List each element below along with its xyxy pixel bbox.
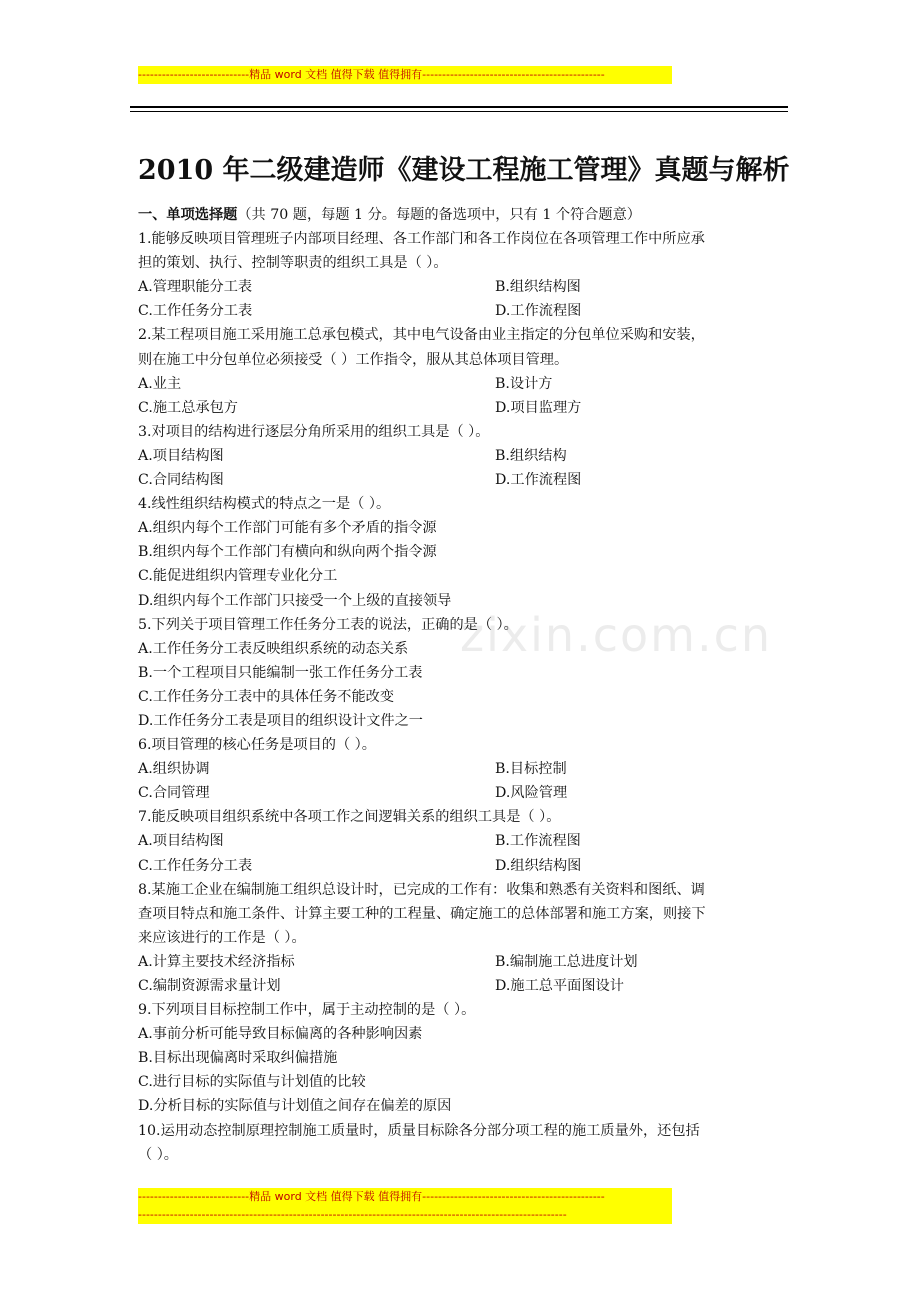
answer-option: B.目标出现偏离时采取纠偏措施 bbox=[138, 1050, 338, 1067]
answer-option: C.合同结构图 bbox=[138, 472, 224, 489]
answer-option: D.风险管理 bbox=[495, 785, 568, 802]
question-list bbox=[138, 227, 790, 1167]
answer-option: D.施工总平面图设计 bbox=[495, 978, 624, 994]
question-text: 10.运用动态控制原理控制施工质量时，质量目标除各分部分项工程的施工质量外，还包括 bbox=[138, 1122, 700, 1139]
question-text: 8.某施工企业在编制施工组织总设计时，已完成的工作有：收集和熟悉有关资料和图纸、调 bbox=[138, 881, 705, 898]
header-rule-thin bbox=[130, 111, 788, 112]
option-row bbox=[138, 275, 790, 299]
answer-option: C.工作任务分工表中的具体任务不能改变 bbox=[138, 688, 395, 705]
question-text: 3.对项目的结构进行逐层分角所采用的组织工具是（ ）。 bbox=[138, 423, 490, 440]
question-item bbox=[138, 323, 790, 419]
answer-option: C.工作任务分工表 bbox=[138, 857, 253, 874]
option-row bbox=[138, 396, 790, 420]
question-item bbox=[138, 227, 790, 323]
answer-option: B.工作流程图 bbox=[495, 833, 581, 850]
option-row bbox=[138, 372, 790, 396]
option-row bbox=[138, 781, 790, 805]
option-row bbox=[138, 829, 790, 853]
answer-option: B.设计方 bbox=[495, 375, 553, 392]
question-item bbox=[138, 733, 790, 805]
question-item bbox=[138, 1119, 790, 1167]
answer-option: D.分析目标的实际值与计划值之间存在偏差的原因 bbox=[138, 1098, 452, 1115]
question-item bbox=[138, 420, 790, 492]
answer-option: B.组织结构图 bbox=[495, 279, 581, 296]
document-body bbox=[138, 203, 790, 1167]
top-banner: ----------------------------精品 word 文档 值得下载 值得拥有---------------------------------------------- bbox=[138, 66, 672, 84]
section-heading bbox=[138, 203, 790, 227]
answer-option: D.工作流程图 bbox=[495, 472, 582, 489]
answer-option: A.项目结构图 bbox=[138, 447, 224, 464]
answer-option: A.工作任务分工表反映组织系统的动态关系 bbox=[138, 640, 409, 657]
bottom-banner-dashes: ------------------------------------------------------------------------------------------------------------ bbox=[138, 1206, 672, 1224]
question-text: 1.能够反映项目管理班子内部项目经理、各工作部门和各工作岗位在各项管理工作中所应承 bbox=[138, 231, 705, 248]
answer-option: B.目标控制 bbox=[495, 761, 567, 778]
answer-option: D.组织内每个工作部门只接受一个上级的直接领导 bbox=[138, 592, 452, 609]
answer-option: C.进行目标的实际值与计划值的比较 bbox=[138, 1074, 366, 1091]
answer-option: C.工作任务分工表 bbox=[138, 303, 253, 320]
answer-option: D.项目监理方 bbox=[495, 399, 582, 416]
question-text: 担的策划、执行、控制等职责的组织工具是（ ）。 bbox=[138, 255, 448, 272]
answer-option: D.工作流程图 bbox=[495, 303, 582, 320]
answer-option: C.能促进组织内管理专业化分工 bbox=[138, 568, 338, 585]
question-text: 则在施工中分包单位必须接受（ ）工作指令，服从其总体项目管理。 bbox=[138, 351, 569, 368]
answer-option: C.编制资源需求量计划 bbox=[138, 978, 281, 994]
answer-option: B.组织结构 bbox=[495, 447, 567, 464]
question-text: 2.某工程项目施工采用施工总承包模式，其中电气设备由业主指定的分包单位采购和安装， bbox=[138, 327, 705, 344]
answer-option: B.组织内每个工作部门有横向和纵向两个指令源 bbox=[138, 544, 437, 561]
answer-option: A.计算主要技术经济指标 bbox=[138, 953, 295, 970]
answer-option: D.组织结构图 bbox=[495, 857, 582, 874]
option-row bbox=[138, 950, 790, 974]
option-row bbox=[138, 974, 790, 998]
option-row bbox=[138, 299, 790, 323]
question-item bbox=[138, 805, 790, 877]
bottom-banner: ----------------------------精品 word 文档 值得下载 值得拥有---------------------------------------------- bbox=[138, 1188, 672, 1206]
answer-option: A.项目结构图 bbox=[138, 833, 224, 850]
question-item bbox=[138, 998, 790, 1118]
question-text: 5.下列关于项目管理工作任务分工表的说法，正确的是（ ）。 bbox=[138, 616, 518, 633]
question-text: 6.项目管理的核心任务是项目的（ ）。 bbox=[138, 737, 376, 754]
question-item bbox=[138, 492, 790, 612]
option-row bbox=[138, 468, 790, 492]
page-title: 2010 年二级建造师《建设工程施工管理》真题与解析 bbox=[138, 155, 790, 186]
header-rule-thick bbox=[130, 106, 788, 108]
answer-option: A.事前分析可能导致目标偏离的各种影响因素 bbox=[138, 1026, 423, 1043]
section-note: （共 70 题，每题 1 分。每题的备选项中，只有 1 个符合题意） bbox=[237, 207, 641, 223]
question-item bbox=[138, 878, 790, 998]
question-text: （ ）。 bbox=[138, 1146, 178, 1163]
answer-option: A.业主 bbox=[138, 375, 182, 392]
answer-option: B.编制施工总进度计划 bbox=[495, 953, 638, 970]
question-text: 7.能反映项目组织系统中各项工作之间逻辑关系的组织工具是（ ）。 bbox=[138, 809, 561, 826]
question-text: 9.下列项目目标控制工作中，属于主动控制的是（ ）。 bbox=[138, 1002, 476, 1019]
question-text: 查项目特点和施工条件、计算主要工种的工程量、确定施工的总体部署和施工方案，则接下 bbox=[138, 905, 706, 922]
option-row bbox=[138, 444, 790, 468]
answer-option: B.一个工程项目只能编制一张工作任务分工表 bbox=[138, 664, 423, 681]
option-row bbox=[138, 757, 790, 781]
question-item bbox=[138, 613, 790, 733]
option-row bbox=[138, 854, 790, 878]
watermark: zixin.com.cn bbox=[460, 608, 773, 662]
answer-option: D.工作任务分工表是项目的组织设计文件之一 bbox=[138, 712, 423, 729]
answer-option: A.管理职能分工表 bbox=[138, 279, 253, 296]
answer-option: C.施工总承包方 bbox=[138, 399, 238, 416]
section-title: 一、单项选择题 bbox=[138, 207, 238, 223]
answer-option: A.组织协调 bbox=[138, 761, 210, 778]
answer-option: C.合同管理 bbox=[138, 785, 210, 802]
question-text: 来应该进行的工作是（ ）。 bbox=[138, 929, 306, 946]
answer-option: A.组织内每个工作部门可能有多个矛盾的指令源 bbox=[138, 520, 437, 537]
question-text: 4.线性组织结构模式的特点之一是（ ）。 bbox=[138, 496, 391, 513]
